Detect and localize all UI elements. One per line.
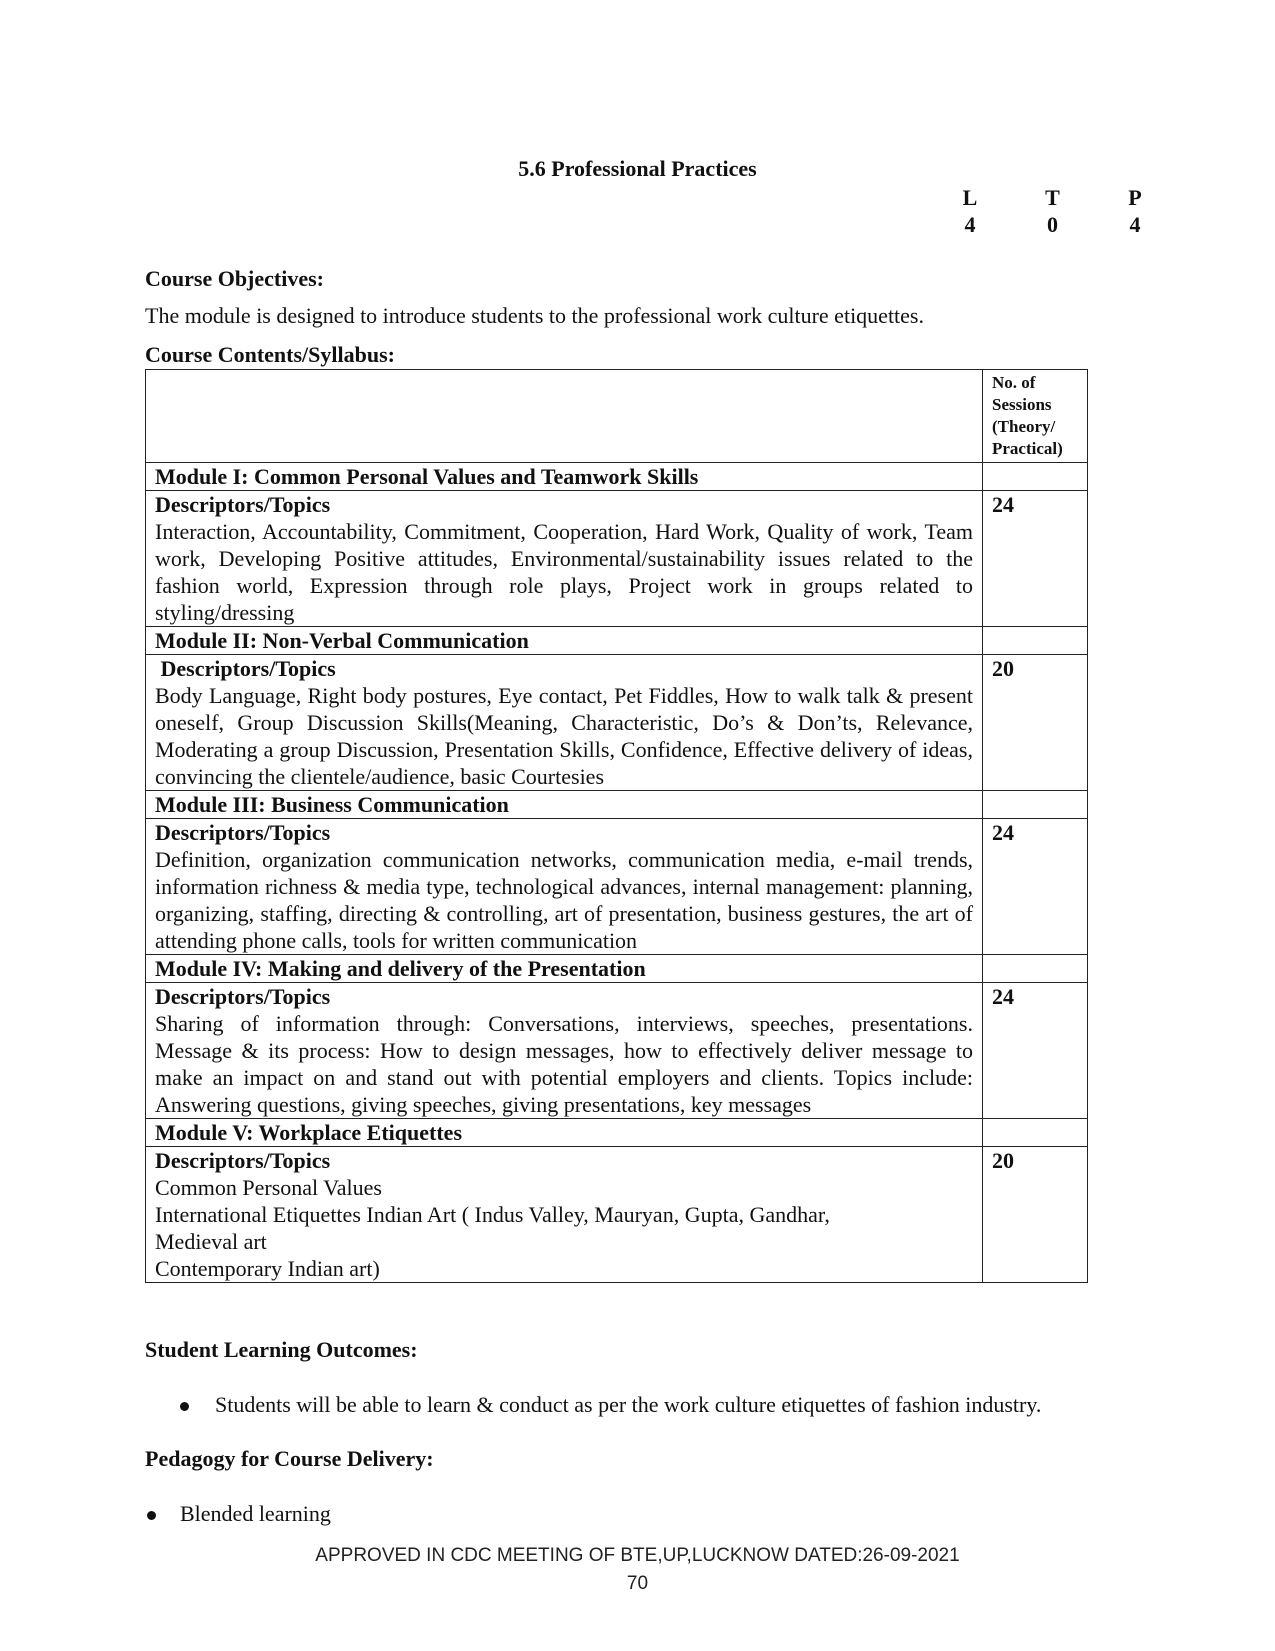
module-topic-line: Common Personal Values [155,1175,382,1200]
module-title-row [146,627,1088,655]
module-topics: Body Language, Right body postures, Eye contact, Pet Fiddles, How to walk talk & present oneself, Group Discussion Skills(Meaning, Characteristic, Do’s & Don’ts, Relevance, Moderating a group Discussion, Presentation Skills, Confidence, Effective delivery of ideas, convincing the clientele/audience, basic Courtesies [155,683,973,789]
module-content [146,1147,983,1283]
outcome-text: Students will be able to learn & conduct as per the work culture etiquettes of fashion industry. [215,1392,1042,1417]
descriptors-heading: Descriptors/Topics [155,984,331,1009]
module-topic-line: Medieval art [155,1229,267,1254]
contents-heading: Course Contents/Syllabus: [145,342,395,367]
pedagogy-text: Blended learning [180,1501,331,1526]
ltp-value-p: 4 [1129,212,1141,237]
page-number: 70 [626,1573,649,1594]
pedagogy-heading: Pedagogy for Course Delivery: [145,1446,434,1471]
empty-cell [983,1119,1088,1147]
module-title: Module I: Common Personal Values and Teamwork Skills [146,463,983,491]
module-content [146,983,983,1119]
objectives-heading: Course Objectives: [145,266,325,291]
module-topics: Interaction, Accountability, Commitment, Cooperation, Hard Work, Quality of work, Team work, Developing Positive attitudes, Environmental/sustainability issues related to the fashion world, Expression through role plays, Project work in groups related to styling/dressing [155,519,973,625]
module-sessions: 24 [983,983,1088,1119]
module-sessions: 24 [983,819,1088,955]
ltp-block [960,184,1145,238]
module-sessions: 20 [983,1147,1088,1283]
table-header-row [146,370,1088,463]
descriptors-heading: Descriptors/Topics [155,492,331,517]
module-content-row [146,819,1088,955]
ltp-labels [960,184,1145,211]
module-sessions: 20 [983,655,1088,791]
module-title: Module V: Workplace Etiquettes [146,1119,983,1147]
outcome-item [180,1392,1041,1418]
module-content-row [146,1147,1088,1283]
ltp-label-l: L [962,185,978,210]
page-title: 5.6 Professional Practices [518,156,757,181]
module-content [146,655,983,791]
bullet-icon [147,1511,156,1520]
ltp-label-t: T [1045,185,1060,210]
empty-cell [983,955,1088,983]
module-title: Module IV: Making and delivery of the Presentation [146,955,983,983]
module-content-row [146,655,1088,791]
objectives-text: The module is designed to introduce students to the professional work culture etiquettes. [145,303,924,328]
empty-cell [983,627,1088,655]
module-content-row [146,983,1088,1119]
ltp-value-t: 0 [1047,212,1058,237]
module-title-row [146,463,1088,491]
sessions-header-line: Sessions [992,395,1052,414]
module-content [146,491,983,627]
module-title: Module II: Non-Verbal Communication [146,627,983,655]
module-topics: Definition, organization communication networks, communication media, e-mail trends, information richness & media type, technological advances, internal management: planning, organizing, staffing, directing & controlling, art of presentation, business gestures, the art of attending phone calls, tools for written communication [155,847,973,953]
module-content-row [146,491,1088,627]
empty-cell [983,791,1088,819]
bullet-icon [180,1402,189,1411]
module-topics: Sharing of information through: Conversations, interviews, speeches, presentations. Message & its process: How to design messages, how to effectively deliver message to make an impact on and stand out with potential employers and clients. Topics include: Answering questions, giving speeches, giving presentations, key messages [155,1011,973,1117]
module-sessions: 24 [983,491,1088,627]
ltp-values [960,211,1145,238]
module-title-row [146,791,1088,819]
approval-footer: APPROVED IN CDC MEETING OF BTE,UP,LUCKNOW DATED:26-09-2021 [315,1545,960,1566]
header-blank-cell [146,370,983,463]
outcomes-heading: Student Learning Outcomes: [145,1337,418,1362]
module-title-row [146,1119,1088,1147]
module-content [146,819,983,955]
module-title: Module III: Business Communication [146,791,983,819]
sessions-header-line: Practical) [992,439,1063,458]
ltp-label-p: P [1128,185,1142,210]
sessions-header-cell [983,370,1088,463]
module-title-row [146,955,1088,983]
syllabus-table [145,369,1088,1283]
module-topic-line: Contemporary Indian art) [155,1256,380,1281]
pedagogy-item [147,1501,331,1527]
sessions-header-line: No. of [992,373,1036,392]
module-topic-line: International Etiquettes Indian Art ( Indus Valley, Mauryan, Gupta, Gandhar, [155,1202,830,1227]
descriptors-heading: Descriptors/Topics [155,1148,331,1173]
ltp-value-l: 4 [964,212,976,237]
descriptors-heading: Descriptors/Topics [155,656,336,681]
descriptors-heading: Descriptors/Topics [155,820,331,845]
empty-cell [983,463,1088,491]
sessions-header-line: (Theory/ [992,417,1056,436]
